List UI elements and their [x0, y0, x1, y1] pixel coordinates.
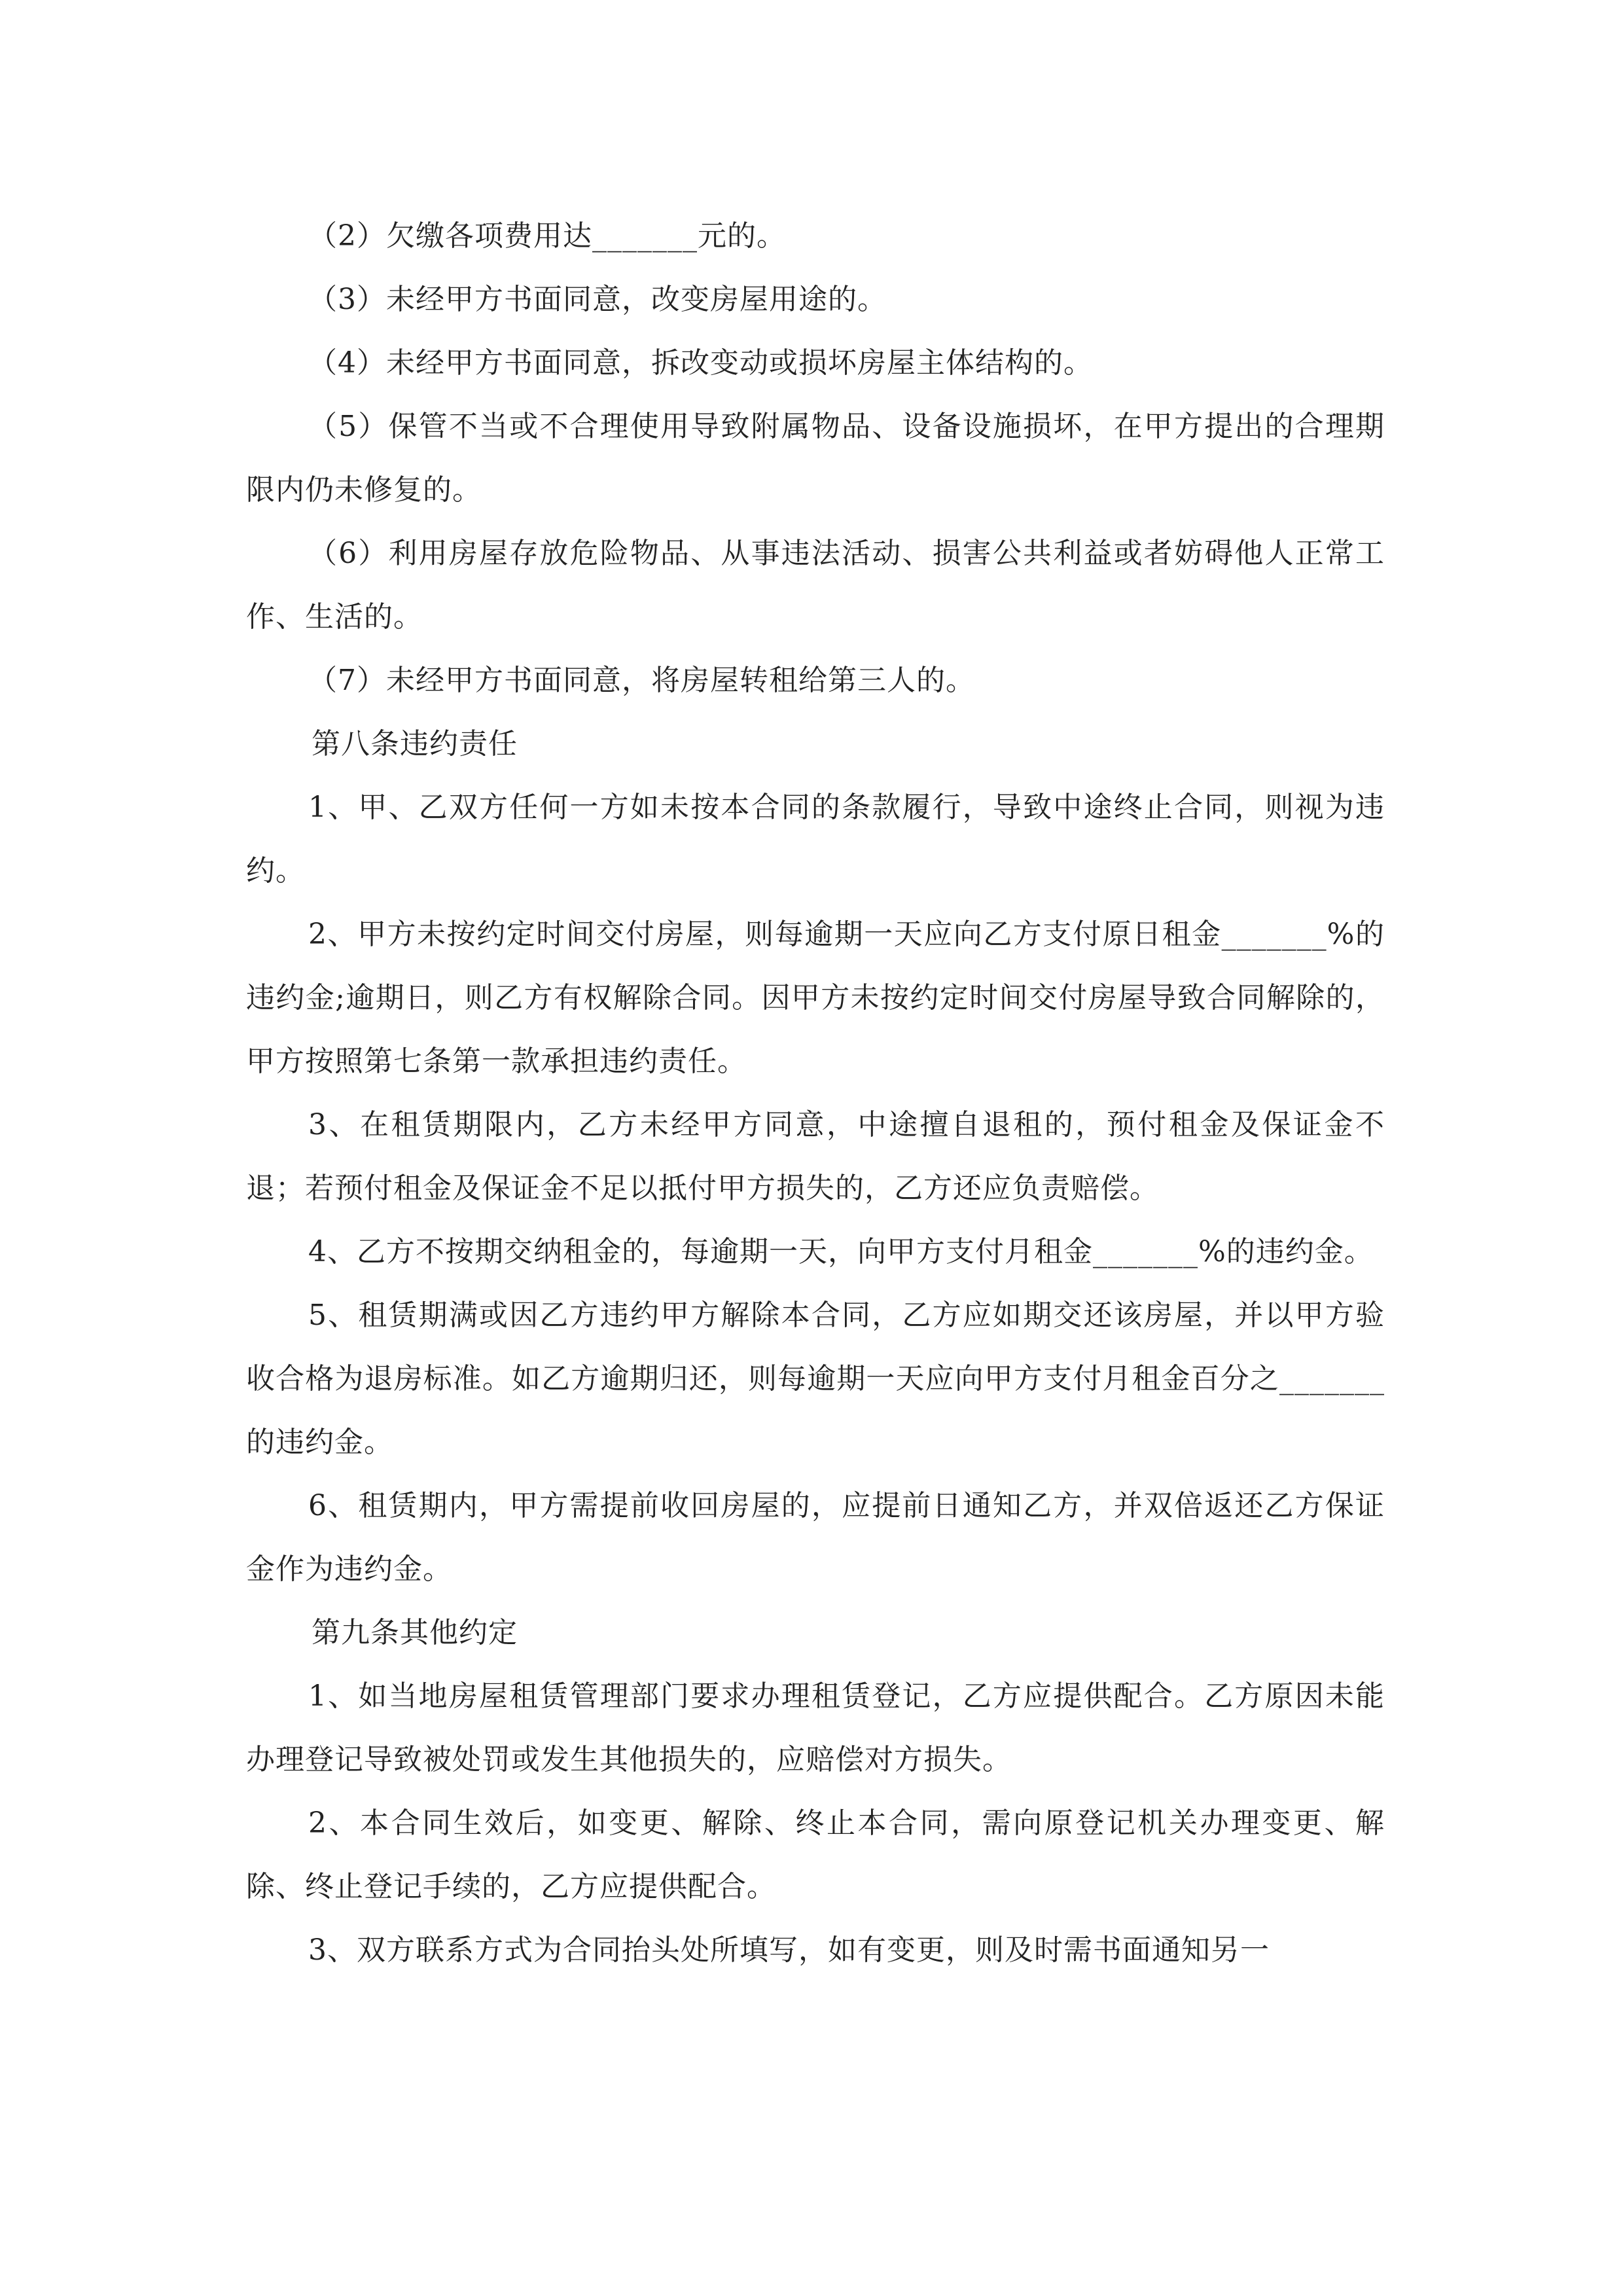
article-8-item-3: 3、在租赁期限内，乙方未经甲方同意，中途擅自退租的，预付租金及保证金不退；若预付租金及保证金不足以抵付甲方损失的，乙方还应负责赔偿。 [246, 1108, 1385, 1205]
article-8-item-4: 4、乙方不按期交纳租金的，每逾期一天，向甲方支付月租金_______%的违约金。 [308, 1235, 1374, 1268]
clause-item-4: （4）未经甲方书面同意，拆改变动或损坏房屋主体结构的。 [308, 346, 1093, 380]
article-9-heading: 第九条其他约定 [312, 1616, 518, 1649]
article-8-item-1: 1、甲、乙双方任何一方如未按本合同的条款履行，导致中途终止合同，则视为违约。 [246, 791, 1385, 888]
article-8-item-5: 5、租赁期满或因乙方违约甲方解除本合同，乙方应如期交还该房屋，并以甲方验收合格为退房标准。如乙方逾期归还，则每逾期一天应向甲方支付月租金百分之_______的违约金。 [246, 1299, 1385, 1459]
clause-item-3: （3）未经甲方书面同意，改变房屋用途的。 [308, 283, 887, 316]
document-body [246, 204, 1385, 1982]
article-8-item-2: 2、甲方未按约定时间交付房屋，则每逾期一天应向乙方支付原日租金_______%的违约金;逾期日，则乙方有权解除合同。因甲方未按约定时间交付房屋导致合同解除的，甲方按照第七条第一款承担违约责任。 [246, 918, 1385, 1078]
article-9-item-2: 2、本合同生效后，如变更、解除、终止本合同，需向原登记机关办理变更、解除、终止登记手续的，乙方应提供配合。 [246, 1806, 1385, 1903]
clause-item-2: （2）欠缴各项费用达_______元的。 [308, 219, 786, 253]
clause-item-5: （5）保管不当或不合理使用导致附属物品、设备设施损坏，在甲方提出的合理期限内仍未修复的。 [246, 410, 1385, 507]
clause-item-7: （7）未经甲方书面同意，将房屋转租给第三人的。 [308, 664, 975, 697]
article-8-item-6: 6、租赁期内，甲方需提前收回房屋的，应提前日通知乙方，并双倍返还乙方保证金作为违约金。 [246, 1489, 1385, 1586]
clause-item-6: （6）利用房屋存放危险物品、从事违法活动、损害公共利益或者妨碍他人正常工作、生活的。 [246, 537, 1385, 634]
article-8-heading: 第八条违约责任 [312, 727, 518, 761]
article-9-item-1: 1、如当地房屋租赁管理部门要求办理租赁登记，乙方应提供配合。乙方原因未能办理登记导致被处罚或发生其他损失的，应赔偿对方损失。 [246, 1679, 1385, 1776]
article-9-item-3: 3、双方联系方式为合同抬头处所填写，如有变更，则及时需书面通知另一 [308, 1933, 1270, 1967]
